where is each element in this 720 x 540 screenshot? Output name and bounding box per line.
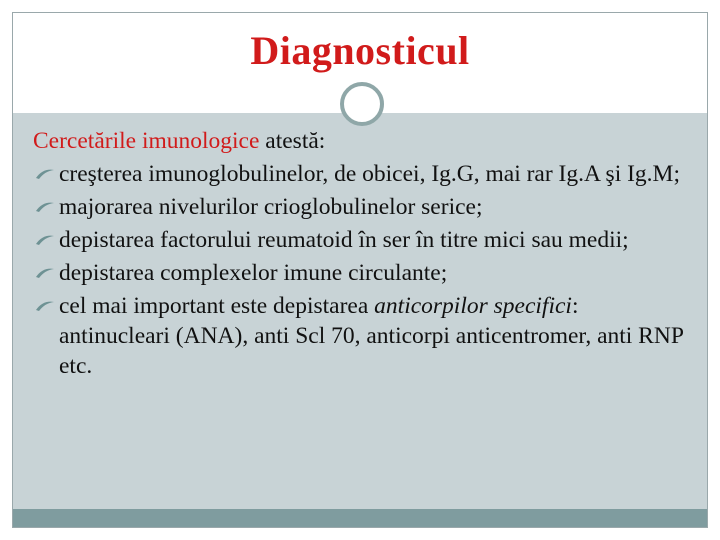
footer-bar bbox=[13, 509, 707, 527]
bullet-text: creşterea imunoglobulinelor, de obicei, Ig.G, mai rar Ig.A şi Ig.M; bbox=[59, 161, 680, 187]
slide-content bbox=[33, 126, 693, 381]
intro-line bbox=[33, 126, 693, 156]
intro-rest: atestă: bbox=[259, 128, 326, 154]
bullet-item bbox=[33, 291, 693, 381]
swoosh-bullet-icon bbox=[35, 266, 55, 280]
bullet-text: depistarea complexelor imune circulante; bbox=[59, 260, 448, 286]
swoosh-bullet-icon bbox=[35, 167, 55, 181]
bullet-text: majorarea nivelurilor crioglobulinelor serice; bbox=[59, 194, 483, 220]
bullet-item bbox=[33, 192, 693, 222]
slide bbox=[12, 12, 708, 528]
title-divider-circle bbox=[340, 82, 384, 126]
slide-title: Diagnosticul bbox=[250, 28, 470, 73]
swoosh-bullet-icon bbox=[35, 299, 55, 313]
swoosh-bullet-icon bbox=[35, 200, 55, 214]
bullet-text-start: cel mai important este depistarea bbox=[59, 293, 375, 319]
swoosh-bullet-icon bbox=[35, 233, 55, 247]
bullet-item bbox=[33, 225, 693, 255]
bullet-item bbox=[33, 159, 693, 189]
bullet-text-end: : antinucleari (ANA), anti Scl 70, anticorpi anticentromer, anti RNP etc. bbox=[59, 293, 684, 379]
intro-highlight: Cercetările imunologice bbox=[33, 128, 260, 154]
bullet-item bbox=[33, 258, 693, 288]
bullet-text: depistarea factorului reumatoid în ser în titre mici sau medii; bbox=[59, 227, 629, 253]
bullet-text-emphasis: anticorpilor specifici bbox=[374, 293, 572, 319]
